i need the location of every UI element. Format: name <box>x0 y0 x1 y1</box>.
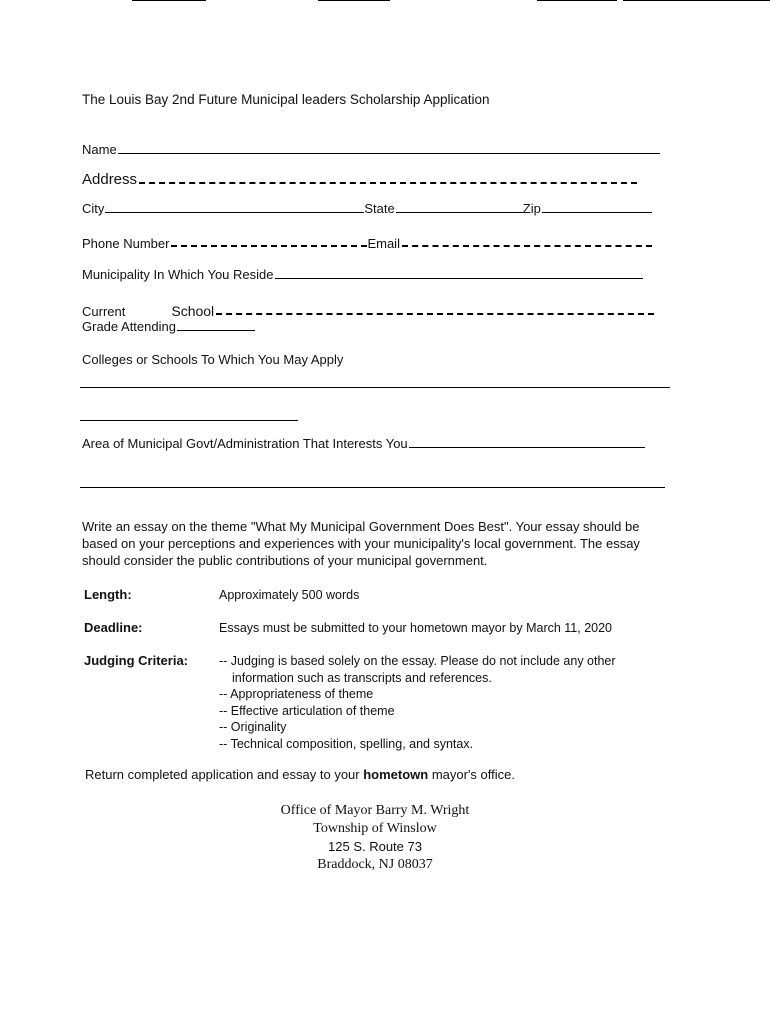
address-row <box>82 171 637 188</box>
area-field[interactable] <box>409 447 645 448</box>
name-label: Name <box>82 142 117 157</box>
colleges-field-line-2[interactable] <box>80 420 298 421</box>
area-row <box>82 436 645 451</box>
return-text-before: Return completed application and essay to your <box>85 767 364 782</box>
zip-field[interactable] <box>542 212 652 213</box>
municipality-row <box>82 267 643 282</box>
colleges-field-line-1[interactable] <box>80 387 670 388</box>
grade-field[interactable] <box>177 330 255 331</box>
judging-item: -- Technical composition, spelling, and syntax. <box>219 736 474 751</box>
return-text-bold: hometown <box>363 767 429 782</box>
top-edge-line <box>318 0 390 1</box>
return-instructions <box>85 767 515 782</box>
area-label: Area of Municipal Govt/Administration That Interests You <box>82 436 408 451</box>
phone-email-row <box>82 236 652 251</box>
email-field[interactable] <box>402 245 652 247</box>
judging-item: -- Judging is based solely on the essay. Please do not include any other <box>219 654 616 668</box>
area-field-line-2[interactable] <box>80 487 665 488</box>
state-label: State <box>364 201 395 216</box>
judging-label: Judging Criteria: <box>84 653 189 668</box>
length-text: Approximately 500 words <box>219 588 360 602</box>
deadline-text: Essays must be submitted to your hometown mayor by March 11, 2020 <box>219 621 613 635</box>
colleges-label: Colleges or Schools To Which You May Apply <box>82 352 344 367</box>
essay-instructions: Write an essay on the theme "What My Municipal Government Does Best". Your essay should be based on your perceptions and experiences with your municipality's local government. The essay should consider the public contributions of your municipal government. <box>82 519 640 568</box>
judging-item: information such as transcripts and references. <box>232 670 492 685</box>
judging-item: -- Effective articulation of theme <box>219 703 395 718</box>
address-line-3: 125 S. Route 73 <box>328 839 422 854</box>
length-value <box>219 587 359 604</box>
address-line-1: Office of Mayor Barry M. Wright <box>280 803 470 818</box>
phone-label: Phone Number <box>82 236 170 251</box>
top-edge-line <box>132 0 206 1</box>
grade-label: Grade Attending <box>82 319 176 334</box>
judging-item: -- Originality <box>219 720 287 734</box>
zip-label: Zip <box>522 201 541 216</box>
city-field[interactable] <box>105 212 364 213</box>
municipality-field[interactable] <box>275 278 643 279</box>
school-field[interactable] <box>216 313 654 315</box>
name-field[interactable] <box>118 153 660 154</box>
address-line-2: Township of Winslow <box>313 821 437 836</box>
top-edge-line <box>623 0 770 1</box>
length-label: Length: <box>84 587 132 602</box>
phone-field[interactable] <box>171 245 367 247</box>
address-line-4: Braddock, NJ 08037 <box>317 857 433 872</box>
current-label: Current <box>82 304 126 319</box>
email-label: Email <box>367 236 400 251</box>
return-text-after: mayor's office. <box>428 767 515 782</box>
top-edge-line <box>537 0 617 1</box>
deadline-label: Deadline: <box>84 620 143 635</box>
address-field[interactable] <box>139 182 637 184</box>
name-row <box>82 142 660 157</box>
school-label: School <box>171 303 215 319</box>
city-label: City <box>82 201 105 216</box>
city-state-zip-row <box>82 201 652 216</box>
address-label: Address <box>82 171 138 188</box>
state-field[interactable] <box>396 212 523 213</box>
grade-row <box>82 319 255 334</box>
deadline-value <box>219 620 612 637</box>
current-school-row <box>82 303 654 319</box>
municipality-label: Municipality In Which You Reside <box>82 267 274 282</box>
office-address <box>175 802 575 874</box>
judging-item: -- Appropriateness of theme <box>219 687 374 701</box>
judging-list <box>219 653 616 752</box>
form-title: The Louis Bay 2nd Future Municipal leaders Scholarship Application <box>82 92 490 107</box>
